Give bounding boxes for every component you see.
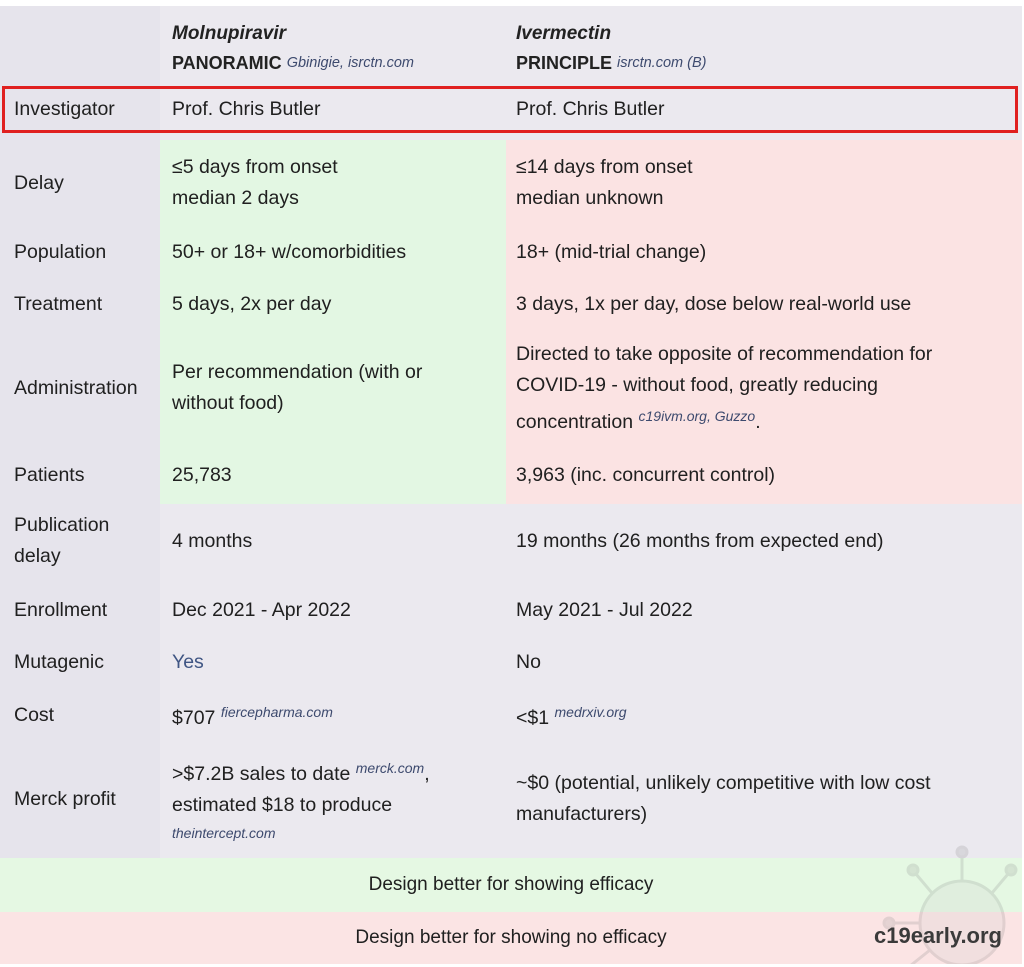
highlight-box bbox=[2, 86, 1018, 133]
cell-line: estimated $18 to produce bbox=[172, 794, 393, 816]
header-molnupiravir bbox=[172, 20, 502, 80]
cell-line: concentration bbox=[516, 410, 634, 433]
ivermectin-cell: 3,963 (inc. concurrent control) bbox=[516, 463, 776, 486]
reference-link[interactable]: fiercepharma.com bbox=[220, 703, 333, 720]
trial-sources[interactable]: Gbinigie, isrctn.com bbox=[286, 55, 415, 71]
ivermectin-cell: May 2021 - Jul 2022 bbox=[516, 598, 693, 621]
molnupiravir-cell bbox=[172, 330, 502, 446]
table-row-administration bbox=[0, 330, 1022, 446]
ivermectin-cell: 3 days, 1x per day, dose below real-world use bbox=[516, 292, 912, 315]
table-row-mutagenic bbox=[0, 636, 1022, 688]
cell-line: ≤14 days from onset bbox=[516, 156, 693, 178]
table-row-delay bbox=[0, 140, 1022, 226]
cell-value: <$1 bbox=[516, 706, 550, 729]
cell-line: >$7.2B sales to date bbox=[172, 763, 351, 785]
row-label: Merck profit bbox=[14, 787, 116, 810]
header-ivermectin bbox=[516, 20, 1016, 80]
table-row-treatment bbox=[0, 278, 1022, 330]
ivermectin-cell: 18+ (mid-trial change) bbox=[516, 240, 707, 263]
molnupiravir-cell bbox=[172, 688, 502, 742]
row-label: Enrollment bbox=[14, 598, 108, 621]
table-row-publication-delay bbox=[0, 504, 1022, 578]
table-row-cost bbox=[0, 688, 1022, 742]
label-line: Publication bbox=[14, 514, 110, 536]
row-label: Investigator bbox=[14, 98, 115, 120]
reference-link[interactable]: medrxiv.org bbox=[554, 703, 627, 720]
row-label: Patients bbox=[14, 463, 85, 486]
trial-name: PRINCIPLE bbox=[516, 53, 613, 73]
ivermectin-cell bbox=[516, 140, 1016, 226]
cell-line: ~$0 (potential, unlikely competitive with low cost bbox=[516, 772, 931, 794]
trial-name: PANORAMIC bbox=[172, 53, 282, 73]
cell-line: Per recommendation (with or bbox=[172, 361, 423, 383]
ivermectin-cell: Prof. Chris Butler bbox=[516, 98, 665, 120]
row-label bbox=[14, 504, 160, 578]
ref-suffix: , bbox=[424, 763, 430, 785]
label-line: delay bbox=[14, 545, 61, 567]
reference-link[interactable]: theintercept.com bbox=[172, 825, 276, 841]
molnupiravir-cell: Yes bbox=[172, 650, 204, 673]
table-row-population bbox=[0, 226, 1022, 278]
row-label: Mutagenic bbox=[14, 650, 104, 673]
row-label: Population bbox=[14, 240, 107, 263]
cell-line: Directed to take opposite of recommendation for bbox=[516, 342, 933, 365]
reference-link[interactable]: merck.com bbox=[355, 760, 425, 776]
ivermectin-cell bbox=[516, 330, 1016, 446]
molnupiravir-cell bbox=[172, 746, 502, 852]
ref-suffix: . bbox=[755, 410, 761, 433]
row-label: Cost bbox=[14, 703, 55, 726]
row-label: Delay bbox=[14, 171, 64, 194]
table-row-patients bbox=[0, 446, 1022, 504]
legend-green-text: Design better for showing efficacy bbox=[368, 874, 654, 895]
cell-value: $707 bbox=[172, 706, 216, 729]
legend-red-text: Design better for showing no efficacy bbox=[355, 927, 667, 948]
ivermectin-cell: 19 months (26 months from expected end) bbox=[516, 529, 884, 552]
trial-sources[interactable]: isrctn.com (B) bbox=[617, 55, 707, 71]
cell-line: without food) bbox=[172, 392, 284, 414]
brand-logo[interactable]: c19early.org bbox=[873, 923, 1002, 948]
row-label: Administration bbox=[14, 376, 138, 399]
drug-name: Ivermectin bbox=[516, 23, 612, 44]
reference-link[interactable]: c19ivm.org, Guzzo bbox=[638, 407, 756, 424]
ivermectin-cell bbox=[516, 688, 1016, 742]
molnupiravir-cell: 25,783 bbox=[172, 463, 232, 486]
molnupiravir-cell: 50+ or 18+ w/comorbidities bbox=[172, 240, 407, 263]
cell-line: median unknown bbox=[516, 187, 664, 209]
molnupiravir-cell: 4 months bbox=[172, 529, 253, 552]
table-row-enrollment bbox=[0, 584, 1022, 636]
ivermectin-cell: No bbox=[516, 650, 541, 673]
comparison-table bbox=[0, 6, 1022, 964]
molnupiravir-cell: 5 days, 2x per day bbox=[172, 292, 332, 315]
molnupiravir-cell: Dec 2021 - Apr 2022 bbox=[172, 598, 351, 621]
cell-line: median 2 days bbox=[172, 187, 299, 209]
drug-name: Molnupiravir bbox=[172, 23, 287, 44]
molnupiravir-cell bbox=[172, 140, 502, 226]
cell-line: manufacturers) bbox=[516, 803, 648, 825]
row-label: Treatment bbox=[14, 292, 103, 315]
cell-line: ≤5 days from onset bbox=[172, 156, 338, 178]
cell-line: COVID-19 - without food, greatly reducing bbox=[516, 373, 879, 396]
molnupiravir-cell: Prof. Chris Butler bbox=[172, 98, 321, 120]
